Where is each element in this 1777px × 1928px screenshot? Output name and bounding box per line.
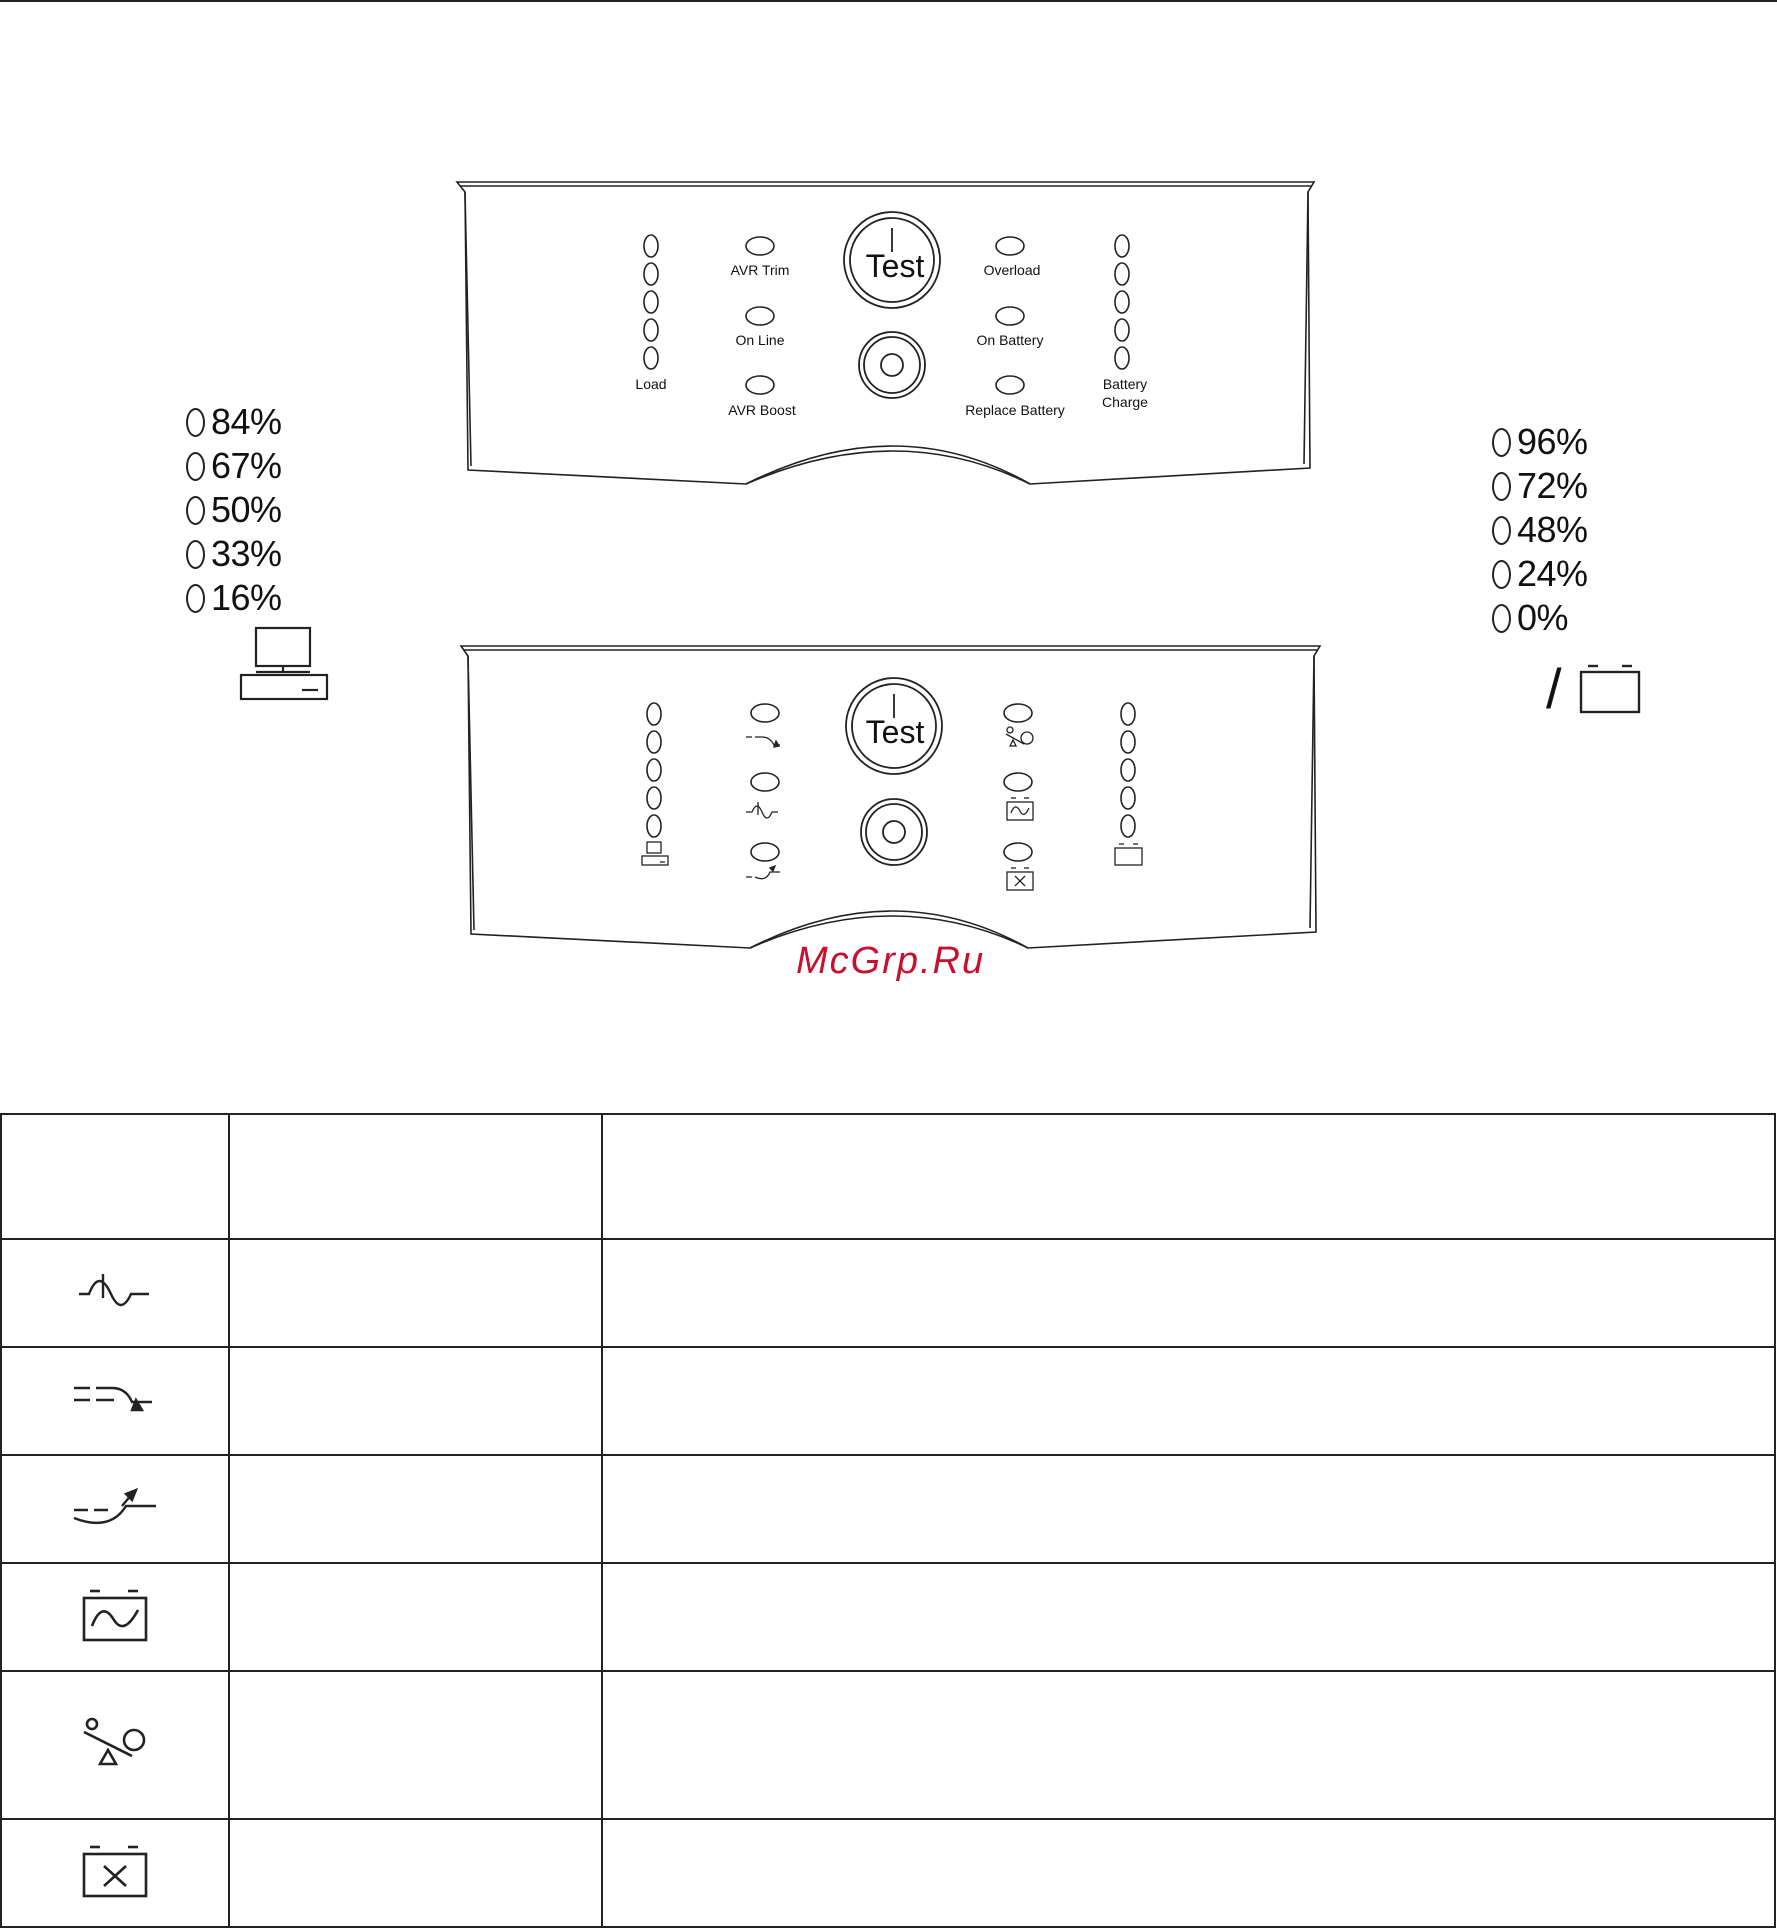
battery-icon: [1578, 662, 1644, 716]
panel-outline: [440, 642, 1340, 972]
symbol-name: [229, 1671, 602, 1819]
avr-boost-icon: [70, 1482, 160, 1532]
symbol-name: [229, 1563, 602, 1671]
table-row: [1, 1671, 1775, 1819]
avr-trim-label: AVR Trim: [730, 262, 790, 278]
icon-cell: [1, 1671, 229, 1819]
symbol-name: [229, 1455, 602, 1563]
battery-level-value: 48%: [1517, 509, 1588, 550]
online-sine-icon: [75, 1266, 155, 1316]
table-row: [1, 1819, 1775, 1927]
load-level-value: 16%: [211, 577, 282, 618]
led-icon: [186, 408, 205, 437]
symbol-description: [602, 1455, 1775, 1563]
table-header-row: [1, 1114, 1775, 1239]
symbol-table: [0, 1113, 1776, 1928]
load-level-row: [186, 576, 282, 620]
replace-battery-icon: [1007, 868, 1033, 890]
led-icon: [186, 452, 205, 481]
front-panel-labeled: [440, 178, 1340, 508]
table-header-cell: [602, 1114, 1775, 1239]
battery-leds: [1115, 235, 1129, 369]
load-level-row: [186, 488, 282, 532]
panel-outline: [440, 178, 1340, 508]
battery-charge-line-1: Battery: [1102, 376, 1148, 392]
table-row: [1, 1239, 1775, 1347]
on-line-label: On Line: [735, 332, 785, 348]
led-icon: [186, 496, 205, 525]
battery-level-legend: [1492, 420, 1588, 640]
online-sine-icon: [746, 802, 778, 818]
symbol-name: [229, 1239, 602, 1347]
icon-cell: [1, 1347, 229, 1455]
battery-level-row: [1492, 596, 1588, 640]
led-icon: [1492, 472, 1511, 501]
led-icon: [1492, 604, 1511, 633]
load-leds: [644, 235, 658, 369]
avr-boost-label: AVR Boost: [728, 402, 796, 418]
table-header-cell: [1, 1114, 229, 1239]
table-row: [1, 1347, 1775, 1455]
power-button-ring: [861, 799, 927, 865]
load-leds: [647, 703, 661, 837]
battery-level-row: [1492, 464, 1588, 508]
table-row: [1, 1455, 1775, 1563]
icon-cell: [1, 1819, 229, 1927]
replace-battery-label: Replace Battery: [965, 402, 1065, 418]
battery-level-row: [1492, 420, 1588, 464]
load-level-value: 50%: [211, 489, 282, 530]
battery-leds: [1121, 703, 1135, 837]
battery-level-value: 0%: [1517, 597, 1569, 638]
symbol-description: [602, 1563, 1775, 1671]
symbol-name: [229, 1347, 602, 1455]
battery-level-row: [1492, 508, 1588, 552]
battery-slash: /: [1546, 657, 1562, 720]
load-label: Load: [635, 376, 667, 392]
overload-icon: [1006, 727, 1033, 746]
computer-icon: [238, 626, 334, 702]
load-level-value: 84%: [211, 401, 282, 442]
led-icon: [186, 584, 205, 613]
battery-level-value: 24%: [1517, 553, 1588, 594]
power-button-ring: [859, 332, 925, 398]
watermark: McGrp.Ru: [796, 940, 986, 982]
icon-cell: [1, 1455, 229, 1563]
table-header-cell: [229, 1114, 602, 1239]
symbol-description: [602, 1819, 1775, 1927]
avr-trim-icon: [746, 737, 780, 747]
test-button-label[interactable]: Test: [865, 248, 925, 284]
on-battery-icon: [1007, 798, 1033, 820]
led-icon: [1492, 428, 1511, 457]
load-level-value: 67%: [211, 445, 282, 486]
overload-icon: [80, 1716, 150, 1770]
overload-label: Overload: [983, 262, 1041, 278]
led-icon: [186, 540, 205, 569]
on-battery-icon: [80, 1586, 150, 1644]
icon-cell: [1, 1563, 229, 1671]
avr-boost-icon: [746, 866, 780, 879]
replace-battery-icon: [80, 1842, 150, 1900]
battery-icon: [1115, 844, 1142, 865]
icon-cell: [1, 1239, 229, 1347]
battery-level-row: [1492, 552, 1588, 596]
table-row: [1, 1563, 1775, 1671]
load-level-row: [186, 444, 282, 488]
on-battery-label: On Battery: [976, 332, 1044, 348]
battery-charge-label: [1090, 375, 1160, 411]
load-level-row: [186, 532, 282, 576]
computer-icon: [642, 842, 668, 865]
led-icon: [1492, 516, 1511, 545]
front-panel-icons: [440, 642, 1340, 972]
symbol-description: [602, 1239, 1775, 1347]
load-level-row: [186, 400, 282, 444]
symbol-description: [602, 1671, 1775, 1819]
led-icon: [1492, 560, 1511, 589]
battery-charge-line-2: Charge: [1102, 394, 1148, 410]
avr-trim-icon: [70, 1374, 160, 1424]
symbol-description: [602, 1347, 1775, 1455]
load-level-value: 33%: [211, 533, 282, 574]
top-rule: [0, 0, 1777, 2]
battery-level-value: 72%: [1517, 465, 1588, 506]
load-level-legend: [186, 400, 282, 620]
test-button-label[interactable]: Test: [865, 714, 925, 750]
battery-level-value: 96%: [1517, 421, 1588, 462]
symbol-name: [229, 1819, 602, 1927]
